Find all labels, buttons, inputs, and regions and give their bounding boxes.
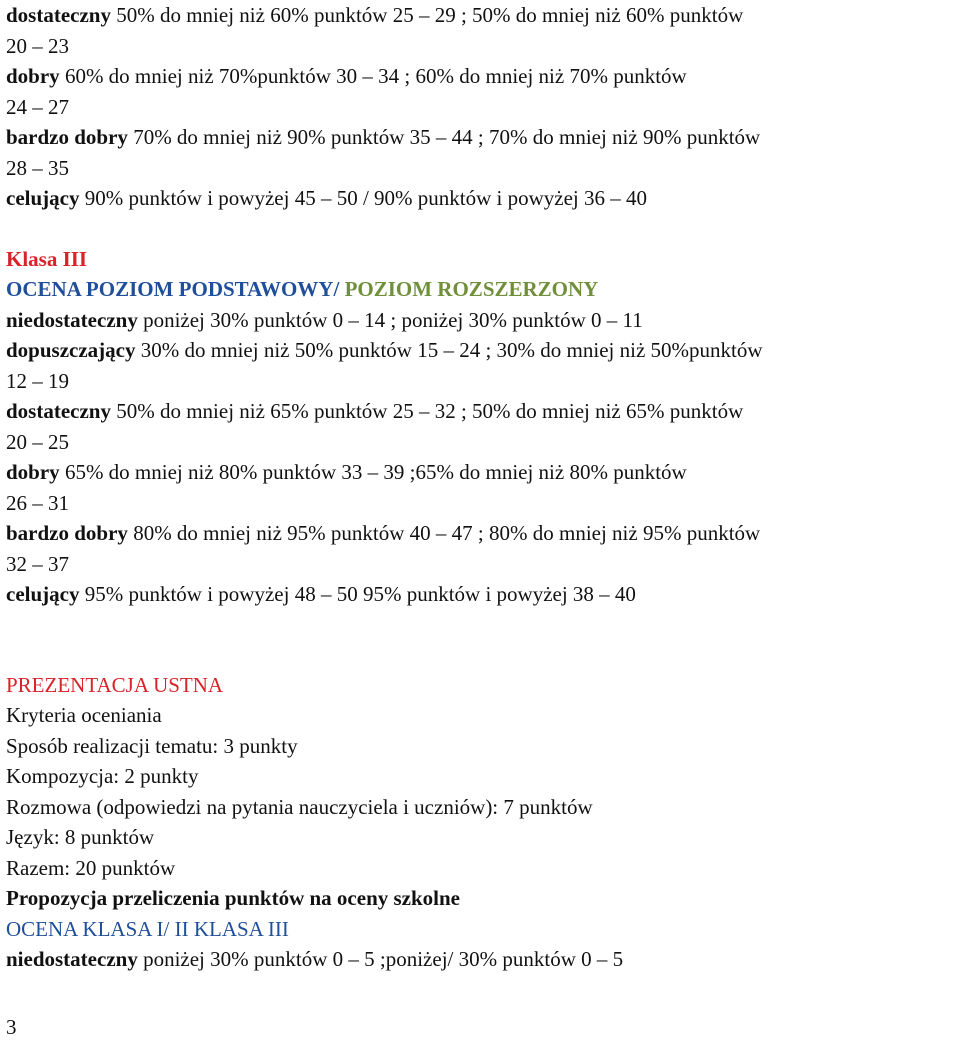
document-page bbox=[6, 0, 956, 975]
grade-line bbox=[6, 335, 956, 366]
grade-name: dobry bbox=[6, 460, 60, 484]
grade-range: 95% punktów i powyżej 48 – 50 95% punktów i powyżej 38 – 40 bbox=[79, 582, 636, 606]
grading-scale-continued bbox=[6, 0, 956, 214]
grade-range: 80% do mniej niż 95% punktów 40 – 47 ; 80% do mniej niż 95% punktów bbox=[127, 521, 761, 545]
grade-range: 50% do mniej niż 65% punktów 25 – 32 ; 50% do mniej niż 65% punktów bbox=[110, 399, 744, 423]
grade-line bbox=[6, 579, 956, 610]
criteria-line: Język: 8 punktów bbox=[6, 825, 155, 849]
grade-line bbox=[6, 122, 956, 153]
section-heading: Klasa III bbox=[6, 246, 88, 271]
grade-name: celujący bbox=[6, 186, 80, 210]
grade-name: bardzo dobry bbox=[6, 521, 128, 545]
grade-name: dobry bbox=[6, 64, 60, 88]
grade-range: 20 – 25 bbox=[6, 429, 69, 454]
prezentacja-ustna-section bbox=[6, 670, 956, 975]
grade-name: niedostateczny bbox=[6, 947, 138, 971]
grade-line bbox=[6, 305, 956, 336]
criteria-line: Kompozycja: 2 punkty bbox=[6, 764, 199, 788]
section-heading: PREZENTACJA USTNA bbox=[6, 672, 224, 697]
grade-line-continuation bbox=[6, 488, 956, 519]
grade-range: 20 – 23 bbox=[6, 33, 69, 58]
grade-name: niedostateczny bbox=[6, 307, 138, 332]
grade-line-continuation bbox=[6, 92, 956, 123]
header-extended-level: POZIOM ROZSZERZONY bbox=[339, 277, 599, 301]
table-header: OCENA KLASA I/ II KLASA III bbox=[6, 916, 289, 941]
grade-range: 28 – 35 bbox=[6, 155, 69, 180]
criteria-line: Sposób realizacji tematu: 3 punkty bbox=[6, 733, 298, 758]
criteria-line: Rozmowa (odpowiedzi na pytania nauczyciela i uczniów): 7 punktów bbox=[6, 794, 593, 819]
grade-name: dostateczny bbox=[6, 3, 111, 27]
grade-line-continuation bbox=[6, 549, 956, 580]
grade-range: 70% do mniej niż 90% punktów 35 – 44 ; 70% do mniej niż 90% punktów bbox=[127, 125, 761, 149]
header-basic-level: OCENA POZIOM PODSTAWOWY/ bbox=[6, 277, 340, 301]
grade-line bbox=[6, 61, 956, 92]
grade-range: 26 – 31 bbox=[6, 490, 69, 515]
grade-line bbox=[6, 518, 956, 549]
grade-line bbox=[6, 396, 956, 427]
grade-name: celujący bbox=[6, 582, 80, 606]
criteria-total: Razem: 20 punktów bbox=[6, 855, 176, 880]
grade-range: 30% do mniej niż 50% punktów 15 – 24 ; 30% do mniej niż 50%punktów bbox=[135, 338, 763, 362]
grade-line-continuation bbox=[6, 31, 956, 62]
grade-range: poniżej 30% punktów 0 – 14 ; poniżej 30% punktów 0 – 11 bbox=[137, 307, 643, 332]
grade-range: 24 – 27 bbox=[6, 94, 69, 119]
grade-range: 32 – 37 bbox=[6, 551, 69, 576]
grade-range: 65% do mniej niż 80% punktów 33 – 39 ;65% do mniej niż 80% punktów bbox=[59, 460, 687, 484]
spacer bbox=[6, 610, 956, 670]
grade-line-continuation bbox=[6, 366, 956, 397]
grade-line-continuation bbox=[6, 427, 956, 458]
klasa-iii-section bbox=[6, 244, 956, 610]
grade-name: dostateczny bbox=[6, 399, 111, 423]
conversion-proposal-heading: Propozycja przeliczenia punktów na oceny szkolne bbox=[6, 886, 461, 910]
grade-line bbox=[6, 944, 956, 975]
grade-line bbox=[6, 183, 956, 214]
grade-range: 90% punktów i powyżej 45 – 50 / 90% punktów i powyżej 36 – 40 bbox=[79, 186, 648, 210]
grade-range: 50% do mniej niż 60% punktów 25 – 29 ; 50% do mniej niż 60% punktów bbox=[110, 3, 744, 27]
grade-range: 60% do mniej niż 70%punktów 30 – 34 ; 60% do mniej niż 70% punktów bbox=[59, 64, 687, 88]
grade-line bbox=[6, 0, 956, 31]
grade-range: poniżej 30% punktów 0 – 5 ;poniżej/ 30% punktów 0 – 5 bbox=[137, 947, 624, 971]
table-header bbox=[6, 274, 956, 305]
spacer bbox=[6, 214, 956, 244]
criteria-line: Kryteria oceniania bbox=[6, 703, 162, 727]
grade-line-continuation bbox=[6, 153, 956, 184]
grade-name: bardzo dobry bbox=[6, 125, 128, 149]
grade-line bbox=[6, 457, 956, 488]
grade-range: 12 – 19 bbox=[6, 368, 69, 393]
grade-name: dopuszczający bbox=[6, 338, 136, 362]
page-number: 3 bbox=[6, 1015, 17, 1039]
